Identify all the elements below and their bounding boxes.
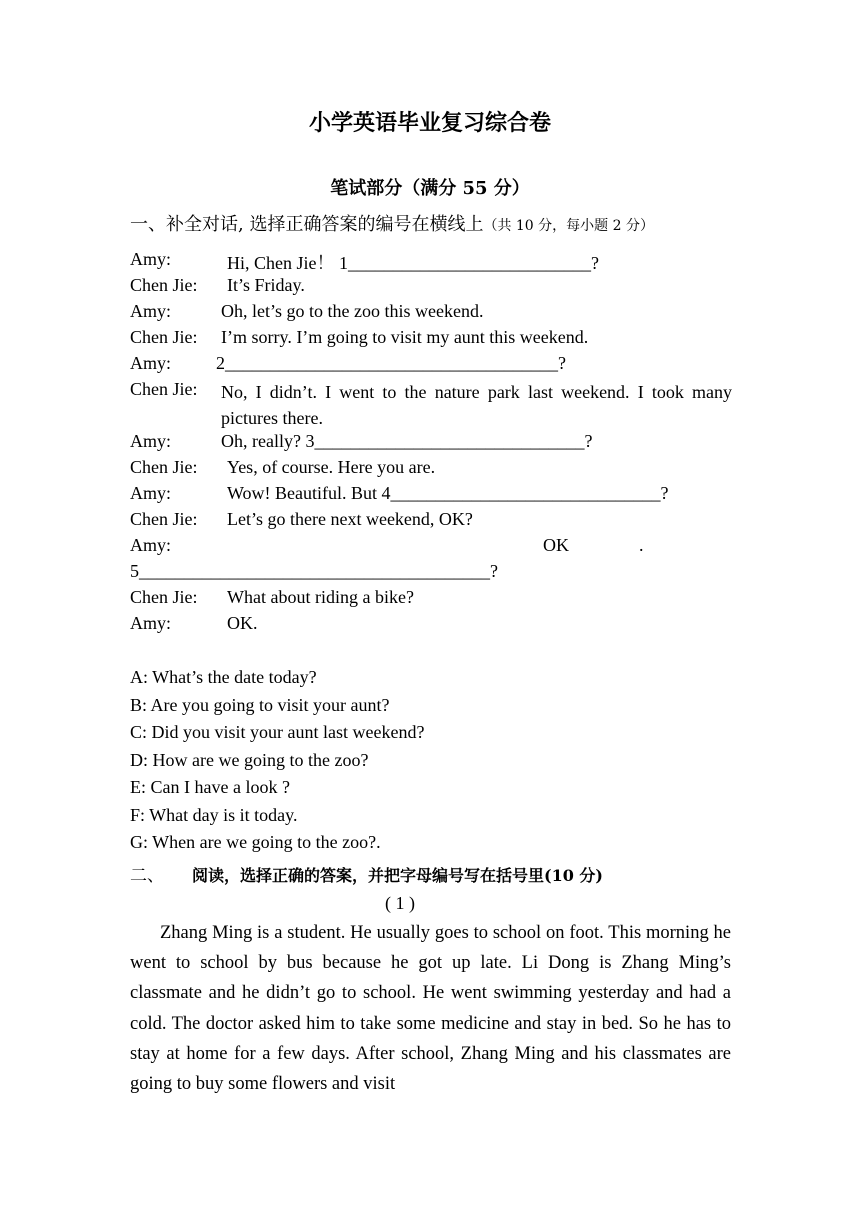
page-subtitle: 笔试部分（满分 55 分） (330, 178, 530, 199)
line-text: Oh, let’s go to the zoo this weekend. (221, 301, 484, 321)
line-text: Let’s go there next weekend, OK? (227, 509, 473, 529)
option-a: A: What’s the date today? (130, 667, 317, 687)
section1-heading-text: 一、补全对话, 选择正确答案的编号在横线上 (130, 214, 484, 235)
line-text: OK (543, 535, 569, 555)
line-text: Yes, of course. Here you are. (227, 457, 436, 477)
line-text: Wow! Beautiful. But 4______________________________? (227, 483, 669, 503)
speaker: Amy: (130, 483, 172, 503)
section2-heading-text: 阅读，选择正确的答案，并把字母编号写在括号里(10 分) (192, 866, 603, 885)
speaker: Chen Jie: (130, 457, 198, 477)
speaker: Chen Jie: (130, 587, 198, 607)
section2-heading (130, 861, 603, 886)
line-text: Oh, really? 3______________________________? (221, 431, 593, 451)
line-text: It’s Friday. (227, 275, 305, 295)
line-text: . (639, 535, 644, 555)
section1-score-note: （共 10 分，每小题 2 分） (483, 218, 654, 234)
speaker: Amy: (130, 535, 172, 555)
speaker: Amy: (130, 301, 172, 321)
line-text: Hi, Chen Jie！ 1___________________________? (227, 253, 599, 273)
line-text: OK. (227, 613, 258, 633)
reading-passage: Zhang Ming is a student. He usually goes to school on foot. This morning he went to school by bus because he got up late. Li Dong is Zhang Ming’s classmate and he didn’t go to school. He went swimming yesterday and had a cold. The doctor asked him to take some medicine and stay in bed. So he has to stay at home for a few days. After school, Zhang Ming and his classmates are going to buy some flowers and visit (130, 923, 731, 1095)
speaker: Chen Jie: (130, 327, 198, 347)
speaker: Chen Jie: (130, 379, 198, 399)
speaker: Chen Jie: (130, 509, 198, 529)
line-text: I’m sorry. I’m going to visit my aunt this weekend. (221, 327, 589, 347)
option-b: B: Are you going to visit your aunt? (130, 695, 390, 715)
option-d: D: How are we going to the zoo? (130, 750, 369, 770)
line-text: 2_____________________________________? (216, 353, 566, 373)
passage-number: ( 1 ) (385, 893, 415, 913)
option-g: G: When are we going to the zoo?. (130, 832, 381, 852)
section2-number: 二、 (130, 866, 164, 886)
option-c: C: Did you visit your aunt last weekend? (130, 722, 425, 742)
speaker: Amy: (130, 431, 172, 451)
option-f: F: What day is it today. (130, 805, 298, 825)
speaker: Amy: (130, 613, 172, 633)
speaker: Amy: (130, 353, 172, 373)
speaker: Amy: (130, 249, 172, 269)
option-e: E: Can I have a look ? (130, 777, 290, 797)
page-title: 小学英语毕业复习综合卷 (308, 110, 551, 136)
line-text: What about riding a bike? (227, 587, 414, 607)
section1-heading (130, 210, 750, 236)
line-text: No, I didn’t. I went to the nature park last weekend. I took many pictures there. (221, 382, 732, 428)
speaker: Chen Jie: (130, 275, 198, 295)
line-text: 5_______________________________________? (130, 561, 498, 581)
